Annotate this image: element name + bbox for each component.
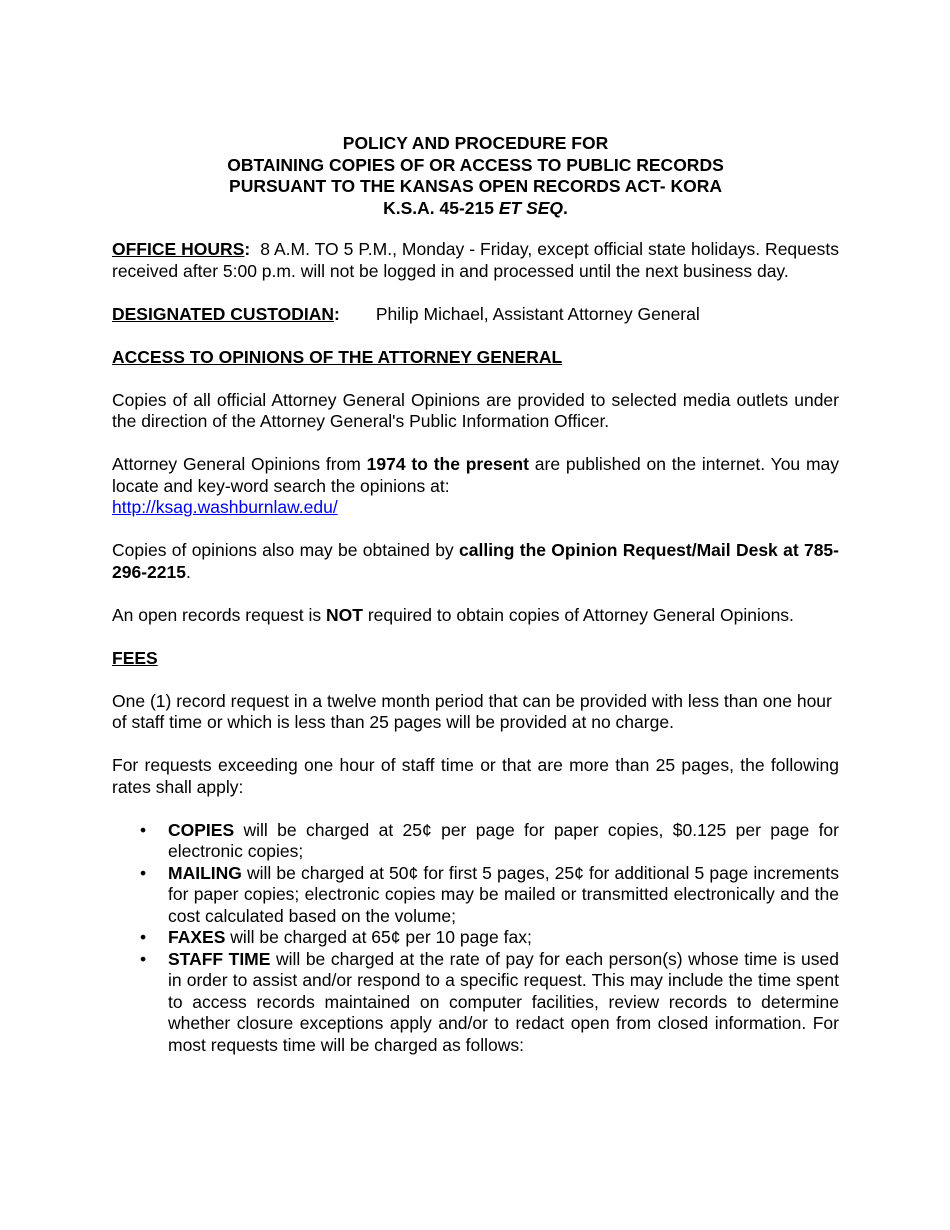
opinions-no-request-start: An open records request is — [112, 604, 327, 625]
fee-item-copies — [140, 819, 839, 863]
fees-heading: FEES — [112, 647, 158, 668]
custodian-colon: : — [334, 303, 340, 324]
fee-item-label: STAFF TIME — [168, 948, 271, 969]
title-line-4 — [112, 198, 839, 220]
opinions-internet-text-end: are published on the internet. You may locate and key-word search the opinions at: — [112, 454, 840, 496]
office-hours-label: OFFICE HOURS — [112, 239, 245, 259]
fee-item-label: FAXES — [168, 927, 226, 947]
fee-item-label: MAILING — [168, 862, 242, 883]
title-line-3: PURSUANT TO THE KANSAS OPEN RECORDS ACT- KORA — [229, 176, 722, 196]
fee-item-staff-time — [140, 948, 840, 1057]
title-line-1: POLICY AND PROCEDURE FOR — [342, 133, 609, 153]
fees-rates-intro-paragraph: For requests exceeding one hour of staff time or that are more than 25 pages, the following rates shall apply: — [112, 755, 839, 797]
opinions-phone-text-start: Copies of opinions also may be obtained by — [112, 540, 459, 560]
opinions-internet-text-start: Attorney General Opinions from — [112, 454, 367, 474]
opinions-no-request-end: required to obtain copies of Attorney General Opinions. — [362, 604, 794, 625]
custodian-paragraph — [112, 304, 839, 326]
fee-item-text: will be charged at 50¢ for first 5 pages, 25¢ for additional 5 page increments for paper copies; electronic copies may be mailed or transmitted electronically and the cost calculated based on the volume; — [168, 862, 839, 926]
opinions-heading: ACCESS TO OPINIONS OF THE ATTORNEY GENERAL — [112, 346, 563, 367]
fee-item-text: will be charged at 25¢ per page for paper copies, $0.125 per page for electronic copies; — [168, 819, 839, 861]
opinions-no-request-paragraph — [112, 605, 839, 627]
opinions-internet-paragraph — [112, 454, 839, 519]
document-page — [112, 133, 844, 1056]
office-hours-text: 8 A.M. TO 5 P.M., Monday - Friday, except official state holidays. Requests received after 5:00 p.m. will not be logged in and processed until the next business day. — [112, 239, 844, 281]
opinions-not-emphasis: NOT — [326, 604, 363, 625]
document-title — [112, 133, 839, 219]
bullet-icon: • — [140, 862, 147, 883]
fee-item-label: COPIES — [168, 819, 235, 840]
fee-item-text: will be charged at the rate of pay for each person(s) whose time is used in order to assist and/or respond to a specific request. This may include the time spent to access records maintained on computer facilities, review records to determine whether closure exceptions apply and/or to redact open from closed information. For most requests time will be charged as follows: — [168, 948, 840, 1055]
title-line-2: OBTAINING COPIES OF OR ACCESS TO PUBLIC RECORDS — [227, 154, 724, 175]
fees-free-request-paragraph: One (1) record request in a twelve month period that can be provided with less than one hour of staff time or which is less than 25 pages will be provided at no charge. — [112, 690, 832, 732]
opinions-website-link[interactable]: http://ksag.washburnlaw.edu/ — [112, 497, 338, 517]
bullet-icon: • — [140, 819, 147, 840]
bullet-icon: • — [140, 948, 147, 969]
fee-item-faxes — [140, 927, 839, 949]
custodian-label: DESIGNATED CUSTODIAN — [112, 303, 335, 324]
opinions-media-paragraph: Copies of all official Attorney General Opinions are provided to selected media outlets under the direction of the Attorney General's Public Information Officer. — [112, 389, 839, 431]
fee-item-mailing — [140, 862, 839, 928]
opinions-phone-paragraph — [112, 540, 839, 583]
fee-rates-list — [112, 820, 839, 1057]
opinions-date-range: 1974 to the present — [366, 454, 529, 474]
office-hours-colon: : — [244, 239, 251, 259]
fee-item-text: will be charged at 65¢ per 10 page fax; — [225, 927, 532, 947]
office-hours-paragraph — [112, 239, 844, 282]
opinions-phone-desk: calling the Opinion Request/Mail Desk at 785-296-2215 — [112, 540, 839, 582]
title-et-seq: ET SEQ — [498, 197, 564, 218]
title-period: . — [563, 197, 568, 218]
custodian-name: Philip Michael, Assistant Attorney General — [375, 303, 700, 324]
title-statute: K.S.A. 45-215 — [383, 197, 499, 218]
bullet-icon: • — [140, 927, 147, 947]
opinions-phone-period: . — [185, 561, 191, 582]
